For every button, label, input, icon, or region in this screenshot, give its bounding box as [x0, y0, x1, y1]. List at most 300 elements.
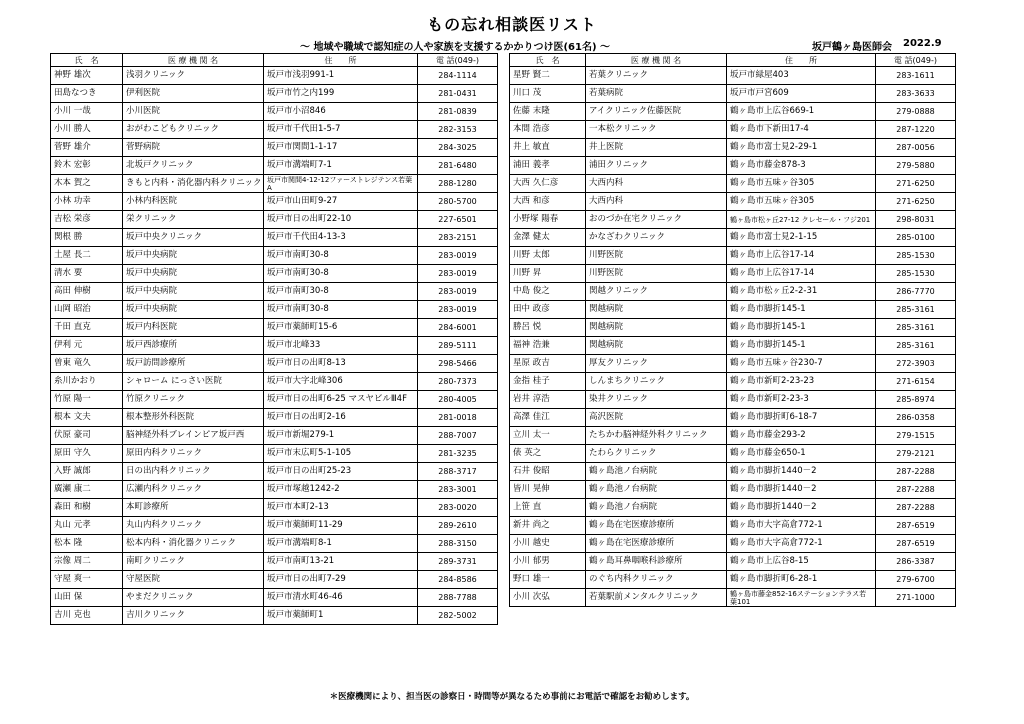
clinic-name-cell: 鶴ヶ島耳鼻咽喉科診療所 [586, 553, 727, 571]
table-row [51, 85, 498, 103]
clinic-name-cell: 鶴ヶ島池ノ台病院 [586, 481, 727, 499]
address-cell: 坂戸市北峰33 [264, 337, 418, 355]
phone-cell: 287-6519 [876, 517, 956, 535]
doctor-name-cell: 中島 俊之 [510, 283, 586, 301]
clinic-name-cell: 鶴ヶ島池ノ台病院 [586, 463, 727, 481]
phone-cell: 287-2288 [876, 463, 956, 481]
phone-cell: 271-6250 [876, 193, 956, 211]
table-row [510, 85, 956, 103]
table-row [51, 517, 498, 535]
document-date: 2022.9 [903, 38, 942, 49]
table-row [510, 229, 956, 247]
doctor-name-cell: 大西 久仁彦 [510, 175, 586, 193]
clinic-name-cell: 大西内科 [586, 175, 727, 193]
table-row [510, 463, 956, 481]
clinic-name-cell: 日の出内科クリニック [123, 463, 264, 481]
doctor-name-cell: 竹原 陽一 [51, 391, 123, 409]
table-row [51, 391, 498, 409]
phone-cell: 280-5700 [418, 193, 498, 211]
table-row [51, 247, 498, 265]
doctor-name-cell: 野口 雄一 [510, 571, 586, 589]
table-row [51, 229, 498, 247]
phone-cell: 283-2151 [418, 229, 498, 247]
table-row [510, 589, 956, 607]
table-row [510, 571, 956, 589]
phone-cell: 287-0056 [876, 139, 956, 157]
column-header-address: 住 所 [727, 54, 876, 67]
address-cell: 坂戸市新堀279-1 [264, 427, 418, 445]
table-row [51, 319, 498, 337]
address-cell: 鶴ヶ島市脚折145-1 [727, 301, 876, 319]
address-cell: 坂戸市日の出町22-10 [264, 211, 418, 229]
table-row [51, 175, 498, 193]
phone-cell: 283-0019 [418, 247, 498, 265]
doctor-name-cell: 千田 直克 [51, 319, 123, 337]
clinic-name-cell: 高沢医院 [586, 409, 727, 427]
address-cell: 坂戸市関間1-1-17 [264, 139, 418, 157]
doctor-name-cell: 立川 太一 [510, 427, 586, 445]
phone-cell: 285-0100 [876, 229, 956, 247]
phone-cell: 298-5466 [418, 355, 498, 373]
doctor-name-cell: 清水 要 [51, 265, 123, 283]
table-row [51, 67, 498, 85]
table-row [51, 499, 498, 517]
column-header-clinic: 医 療 機 関 名 [586, 54, 727, 67]
address-cell: 坂戸市南町30-8 [264, 247, 418, 265]
clinic-name-cell: 菅野病院 [123, 139, 264, 157]
table-row [510, 373, 956, 391]
doctor-name-cell: 川口 茂 [510, 85, 586, 103]
phone-cell: 288-1280 [418, 175, 498, 193]
clinic-name-cell: やまだクリニック [123, 589, 264, 607]
address-cell: 坂戸市日の出町7-29 [264, 571, 418, 589]
address-cell: 坂戸市南町30-8 [264, 301, 418, 319]
address-cell: 鶴ヶ島市脚折145-1 [727, 337, 876, 355]
address-cell: 鶴ヶ島市富士見2-29-1 [727, 139, 876, 157]
address-cell: 坂戸市南町13-21 [264, 553, 418, 571]
doctor-name-cell: 皆川 晃伸 [510, 481, 586, 499]
doctor-name-cell: 新井 尚之 [510, 517, 586, 535]
doctor-name-cell: 土屋 長二 [51, 247, 123, 265]
address-cell: 坂戸市関間4-12-12ファーストレジテンス若葉A [264, 175, 418, 193]
doctor-name-cell: 勝呂 悦 [510, 319, 586, 337]
address-cell: 坂戸市溝端町7-1 [264, 157, 418, 175]
table-row [510, 157, 956, 175]
phone-cell: 283-0019 [418, 301, 498, 319]
clinic-name-cell: シャローム にっさい医院 [123, 373, 264, 391]
doctor-name-cell: 小野塚 陽春 [510, 211, 586, 229]
phone-cell: 286-0358 [876, 409, 956, 427]
clinic-name-cell: 南町クリニック [123, 553, 264, 571]
page-subtitle: ～ 地域や職域で認知症の人や家族を支援するかかりつけ医(61名) ～ [300, 42, 611, 53]
phone-cell: 288-3717 [418, 463, 498, 481]
table-row [510, 175, 956, 193]
address-cell: 坂戸市日の出町8-13 [264, 355, 418, 373]
column-header-phone: 電 話(049-) [876, 54, 956, 67]
column-header-name: 氏 名 [510, 54, 586, 67]
clinic-name-cell: 広瀬内科クリニック [123, 481, 264, 499]
table-row [510, 67, 956, 85]
doctor-name-cell: 吉松 栄彦 [51, 211, 123, 229]
address-cell: 鶴ヶ島市富士見2-1-15 [727, 229, 876, 247]
clinic-name-cell: きもと内科・消化器内科クリニック [123, 175, 264, 193]
clinic-name-cell: 関越クリニック [586, 283, 727, 301]
phone-cell: 283-1611 [876, 67, 956, 85]
address-cell: 鶴ヶ島市脚折1440－2 [727, 499, 876, 517]
address-cell: 坂戸市山田町9-27 [264, 193, 418, 211]
doctor-name-cell: 浦田 義孝 [510, 157, 586, 175]
table-row [51, 193, 498, 211]
doctor-name-cell: 高田 伸樹 [51, 283, 123, 301]
table-row [510, 121, 956, 139]
phone-cell: 280-7373 [418, 373, 498, 391]
table-row [51, 301, 498, 319]
doctor-name-cell: 廣瀬 康二 [51, 481, 123, 499]
phone-cell: 285-3161 [876, 301, 956, 319]
table-row [510, 499, 956, 517]
address-cell: 坂戸市溝端町8-1 [264, 535, 418, 553]
table-row [510, 553, 956, 571]
address-cell: 坂戸市小沼846 [264, 103, 418, 121]
phone-cell: 287-2288 [876, 481, 956, 499]
doctor-name-cell: 糸川かおり [51, 373, 123, 391]
doctor-name-cell: 森田 和樹 [51, 499, 123, 517]
phone-cell: 287-1220 [876, 121, 956, 139]
address-cell: 鶴ヶ島市下新田17-4 [727, 121, 876, 139]
address-cell: 坂戸市緑屋403 [727, 67, 876, 85]
table-row [51, 481, 498, 499]
address-cell: 坂戸市薬師町15-6 [264, 319, 418, 337]
doctor-name-cell: 井上 敏直 [510, 139, 586, 157]
address-cell: 鶴ヶ島市藤金650-1 [727, 445, 876, 463]
table-row [510, 193, 956, 211]
doctor-name-cell: 佐藤 末隆 [510, 103, 586, 121]
doctor-table-left [50, 53, 498, 625]
doctor-name-cell: 金澤 健太 [510, 229, 586, 247]
column-header-clinic: 医 療 機 関 名 [123, 54, 264, 67]
clinic-name-cell: たわらクリニック [586, 445, 727, 463]
doctor-name-cell: 木本 賀之 [51, 175, 123, 193]
address-cell: 鶴ヶ島市藤金293-2 [727, 427, 876, 445]
address-cell: 坂戸市戸宮609 [727, 85, 876, 103]
phone-cell: 285-1530 [876, 265, 956, 283]
table-row [510, 103, 956, 121]
table-header-row [510, 54, 956, 67]
clinic-name-cell: 坂戸中央病院 [123, 283, 264, 301]
clinic-name-cell: アイクリニック佐藤医院 [586, 103, 727, 121]
phone-cell: 271-6250 [876, 175, 956, 193]
clinic-name-cell: 本町診療所 [123, 499, 264, 517]
doctor-name-cell: 入野 誠郎 [51, 463, 123, 481]
clinic-name-cell: 北坂戸クリニック [123, 157, 264, 175]
clinic-name-cell: 丸山内科クリニック [123, 517, 264, 535]
page-title: もの忘れ相談医リスト [427, 15, 597, 34]
table-row [510, 409, 956, 427]
table-row [51, 427, 498, 445]
doctor-name-cell: 金指 桂子 [510, 373, 586, 391]
address-cell: 鶴ヶ島市大字高倉772-1 [727, 535, 876, 553]
clinic-name-cell: 一本松クリニック [586, 121, 727, 139]
clinic-name-cell: 鶴ヶ島在宅医療診療所 [586, 517, 727, 535]
clinic-name-cell: 坂戸西診療所 [123, 337, 264, 355]
phone-cell: 279-2121 [876, 445, 956, 463]
address-cell: 坂戸市日の出町6-25 マスヤビルⅢ4F [264, 391, 418, 409]
table-row [51, 121, 498, 139]
clinic-name-cell: 川野医院 [586, 247, 727, 265]
doctor-name-cell: 小川 勝人 [51, 121, 123, 139]
phone-cell: 279-1515 [876, 427, 956, 445]
clinic-name-cell: 浦田クリニック [586, 157, 727, 175]
clinic-name-cell: 原田内科クリニック [123, 445, 264, 463]
clinic-name-cell: 竹原クリニック [123, 391, 264, 409]
clinic-name-cell: 坂戸中央クリニック [123, 229, 264, 247]
doctor-name-cell: 星野 賢二 [510, 67, 586, 85]
clinic-name-cell: 小川医院 [123, 103, 264, 121]
clinic-name-cell: 鶴ヶ島池ノ台病院 [586, 499, 727, 517]
doctor-name-cell: 小川 一哉 [51, 103, 123, 121]
address-cell: 坂戸市南町30-8 [264, 265, 418, 283]
phone-cell: 283-3001 [418, 481, 498, 499]
phone-cell: 284-6001 [418, 319, 498, 337]
address-cell: 鶴ヶ島市脚折1440－2 [727, 481, 876, 499]
address-cell: 坂戸市塚越1242-2 [264, 481, 418, 499]
clinic-name-cell: 関越病院 [586, 337, 727, 355]
address-cell: 坂戸市本町2-13 [264, 499, 418, 517]
doctor-name-cell: 上笹 直 [510, 499, 586, 517]
doctor-name-cell: 小川 郁男 [510, 553, 586, 571]
doctor-name-cell: 丸山 元孝 [51, 517, 123, 535]
table-row [510, 391, 956, 409]
address-cell: 坂戸市清水町46-46 [264, 589, 418, 607]
address-cell: 坂戸市薬師町11-29 [264, 517, 418, 535]
clinic-name-cell: おのづか在宅クリニック [586, 211, 727, 229]
doctor-name-cell: 川野 昇 [510, 265, 586, 283]
column-header-name: 氏 名 [51, 54, 123, 67]
doctor-name-cell: 宗像 周二 [51, 553, 123, 571]
table-row [510, 283, 956, 301]
phone-cell: 287-2288 [876, 499, 956, 517]
clinic-name-cell: しんまちクリニック [586, 373, 727, 391]
phone-cell: 283-0019 [418, 283, 498, 301]
address-cell: 鶴ヶ島市大字高倉772-1 [727, 517, 876, 535]
doctor-name-cell: 伏原 豪司 [51, 427, 123, 445]
clinic-name-cell: 坂戸中央病院 [123, 247, 264, 265]
phone-cell: 281-0018 [418, 409, 498, 427]
phone-cell: 289-5111 [418, 337, 498, 355]
doctor-name-cell: 岩井 淳浩 [510, 391, 586, 409]
clinic-name-cell: 脳神経外科ブレインピア坂戸西 [123, 427, 264, 445]
phone-cell: 281-0431 [418, 85, 498, 103]
phone-cell: 289-2610 [418, 517, 498, 535]
table-row [51, 535, 498, 553]
phone-cell: 281-0839 [418, 103, 498, 121]
address-cell: 鶴ヶ島市脚折145-1 [727, 319, 876, 337]
table-row [51, 265, 498, 283]
clinic-name-cell: 吉川クリニック [123, 607, 264, 625]
phone-cell: 286-3387 [876, 553, 956, 571]
phone-cell: 227-6501 [418, 211, 498, 229]
clinic-name-cell: 松本内科・消化器クリニック [123, 535, 264, 553]
column-header-address: 住 所 [264, 54, 418, 67]
doctor-table-right [509, 53, 956, 607]
address-cell: 鶴ヶ島市五味ヶ谷230-7 [727, 355, 876, 373]
doctor-name-cell: 福神 浩兼 [510, 337, 586, 355]
address-cell: 鶴ヶ島市脚折町6-28-1 [727, 571, 876, 589]
doctor-name-cell: 大西 和彦 [510, 193, 586, 211]
clinic-name-cell: 川野医院 [586, 265, 727, 283]
phone-cell: 282-3153 [418, 121, 498, 139]
clinic-name-cell: 若葉クリニック [586, 67, 727, 85]
clinic-name-cell: 坂戸訪問診療所 [123, 355, 264, 373]
clinic-name-cell: 厚友クリニック [586, 355, 727, 373]
doctor-name-cell: 菅野 雄介 [51, 139, 123, 157]
clinic-name-cell: のぐち内科クリニック [586, 571, 727, 589]
table-row [51, 553, 498, 571]
address-cell: 坂戸市竹之内199 [264, 85, 418, 103]
table-row [51, 445, 498, 463]
phone-cell: 271-1000 [876, 589, 956, 607]
table-row [510, 481, 956, 499]
clinic-name-cell: 若葉駅前メンタルクリニック [586, 589, 727, 607]
clinic-name-cell: 坂戸中央病院 [123, 301, 264, 319]
footnote: ＊医療機関により、担当医の診察日・時間等が異なるため事前にお電話で確認をお勧めします。 [329, 692, 695, 702]
doctor-name-cell: 吉川 克也 [51, 607, 123, 625]
address-cell: 鶴ヶ島市新町2-23-23 [727, 373, 876, 391]
address-cell: 鶴ヶ島市五味ヶ谷305 [727, 193, 876, 211]
phone-cell: 281-6480 [418, 157, 498, 175]
doctor-name-cell: 川野 太郎 [510, 247, 586, 265]
address-cell: 鶴ヶ島市上広谷17-14 [727, 265, 876, 283]
address-cell: 鶴ヶ島市脚折町6-18-7 [727, 409, 876, 427]
table-row [51, 103, 498, 121]
table-row [51, 157, 498, 175]
address-cell: 鶴ヶ島市五味ヶ谷305 [727, 175, 876, 193]
phone-cell: 279-6700 [876, 571, 956, 589]
doctor-name-cell: 石井 俊昭 [510, 463, 586, 481]
table-row [51, 337, 498, 355]
clinic-name-cell: 井上医院 [586, 139, 727, 157]
phone-cell: 287-6519 [876, 535, 956, 553]
address-cell: 坂戸市千代田1-5-7 [264, 121, 418, 139]
clinic-name-cell: たちかわ脳神経外科クリニック [586, 427, 727, 445]
doctor-name-cell: 神野 雄次 [51, 67, 123, 85]
table-row [51, 607, 498, 625]
column-header-phone: 電 話(049-) [418, 54, 498, 67]
phone-cell: 286-7770 [876, 283, 956, 301]
clinic-name-cell: かなざわクリニック [586, 229, 727, 247]
doctor-name-cell: 星原 政吉 [510, 355, 586, 373]
address-cell: 坂戸市大字北峰306 [264, 373, 418, 391]
phone-cell: 282-5002 [418, 607, 498, 625]
address-cell: 坂戸市薬師町1 [264, 607, 418, 625]
table-row [51, 571, 498, 589]
phone-cell: 284-8586 [418, 571, 498, 589]
clinic-name-cell: 鶴ヶ島在宅医療診療所 [586, 535, 727, 553]
table-row [510, 265, 956, 283]
table-row [510, 211, 956, 229]
table-row [51, 355, 498, 373]
table-row [510, 535, 956, 553]
phone-cell: 298-8031 [876, 211, 956, 229]
clinic-name-cell: 染井クリニック [586, 391, 727, 409]
table-row [510, 247, 956, 265]
table-row [510, 427, 956, 445]
address-cell: 坂戸市日の出町2-16 [264, 409, 418, 427]
phone-cell: 281-3235 [418, 445, 498, 463]
doctor-name-cell: 根本 文夫 [51, 409, 123, 427]
table-row [51, 283, 498, 301]
table-row [510, 445, 956, 463]
address-cell: 鶴ヶ島市松ヶ丘2-2-31 [727, 283, 876, 301]
table-row [51, 211, 498, 229]
doctor-name-cell: 山田 保 [51, 589, 123, 607]
clinic-name-cell: 根本整形外科医院 [123, 409, 264, 427]
clinic-name-cell: 坂戸内科医院 [123, 319, 264, 337]
phone-cell: 283-0020 [418, 499, 498, 517]
phone-cell: 285-3161 [876, 319, 956, 337]
doctor-name-cell: 田島なつき [51, 85, 123, 103]
phone-cell: 288-3150 [418, 535, 498, 553]
clinic-name-cell: 大西内科 [586, 193, 727, 211]
address-cell: 鶴ヶ島市上広谷8-15 [727, 553, 876, 571]
table-row [510, 337, 956, 355]
doctor-name-cell: 俵 英之 [510, 445, 586, 463]
address-cell: 鶴ヶ島市上広谷669-1 [727, 103, 876, 121]
address-cell: 鶴ヶ島市藤金878-3 [727, 157, 876, 175]
table-row [51, 589, 498, 607]
address-cell: 鶴ヶ島市脚折1440－2 [727, 463, 876, 481]
doctor-name-cell: 山岡 昭治 [51, 301, 123, 319]
address-cell: 坂戸市日の出町25-23 [264, 463, 418, 481]
table-row [510, 355, 956, 373]
doctor-name-cell: 守屋 爽一 [51, 571, 123, 589]
address-cell: 鶴ヶ島市上広谷17-14 [727, 247, 876, 265]
doctor-name-cell: 小川 越史 [510, 535, 586, 553]
clinic-name-cell: おがわこどもクリニック [123, 121, 264, 139]
table-row [510, 139, 956, 157]
phone-cell: 288-7007 [418, 427, 498, 445]
clinic-name-cell: 関越病院 [586, 301, 727, 319]
clinic-name-cell: 浅羽クリニック [123, 67, 264, 85]
doctor-name-cell: 田中 政彦 [510, 301, 586, 319]
address-cell: 坂戸市千代田4-13-3 [264, 229, 418, 247]
organization-name: 坂戸鶴ヶ島医師会 [812, 42, 892, 53]
doctor-name-cell: 小川 次弘 [510, 589, 586, 607]
phone-cell: 271-6154 [876, 373, 956, 391]
clinic-name-cell: 守屋医院 [123, 571, 264, 589]
table-row [51, 463, 498, 481]
address-cell: 鶴ヶ島市新町2-23-3 [727, 391, 876, 409]
doctor-name-cell: 関根 勝 [51, 229, 123, 247]
doctor-name-cell: 本間 浩彦 [510, 121, 586, 139]
table-row [510, 301, 956, 319]
doctor-name-cell: 伊利 元 [51, 337, 123, 355]
doctor-name-cell: 小林 功幸 [51, 193, 123, 211]
address-cell: 鶴ヶ島市松ヶ丘27-12 クレセール・フジ201 [727, 211, 876, 229]
phone-cell: 285-1530 [876, 247, 956, 265]
phone-cell: 283-0019 [418, 265, 498, 283]
doctor-name-cell: 曽東 竜久 [51, 355, 123, 373]
phone-cell: 283-3633 [876, 85, 956, 103]
phone-cell: 280-4005 [418, 391, 498, 409]
doctor-name-cell: 松本 隆 [51, 535, 123, 553]
doctor-name-cell: 原田 守久 [51, 445, 123, 463]
table-row [51, 409, 498, 427]
phone-cell: 285-8974 [876, 391, 956, 409]
clinic-name-cell: 坂戸中央病院 [123, 265, 264, 283]
phone-cell: 279-0888 [876, 103, 956, 121]
doctor-name-cell: 高澤 佳江 [510, 409, 586, 427]
